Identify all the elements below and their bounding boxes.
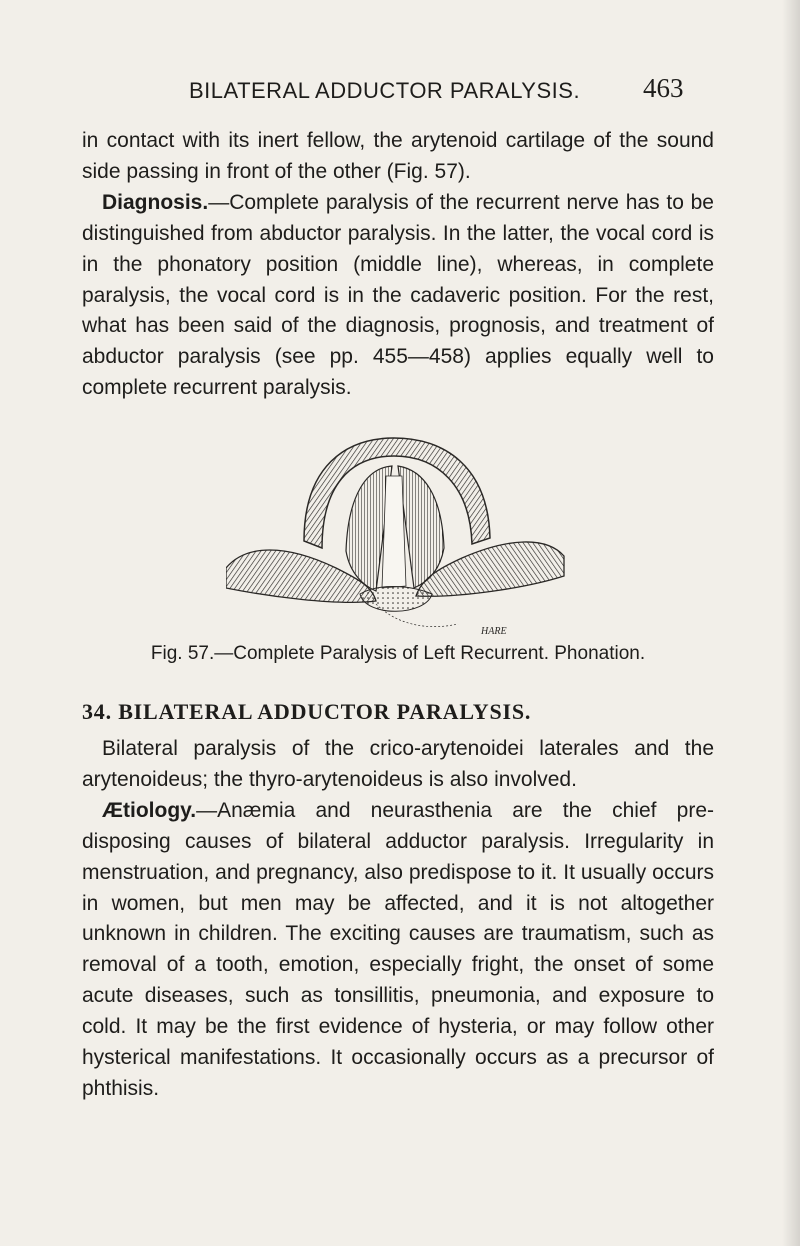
running-title: BILATERAL ADDUCTOR PARALYSIS. [189,78,581,103]
laryngoscopic-figure [226,426,576,636]
etiology-lead: Ætiology. [102,798,197,822]
continued-paragraph: in contact with its inert fellow, the arytenoid cartilage of the sound side passing in front of the other (Fig. 57). [82,129,714,183]
etiology-text: —Anæmia and neurasthenia are the chief pre-disposing causes of bilateral adductor paralysis. Irregularity in menstruation, and pregnancy, also predispose to it. It usually occurs in women, but men may be affected, and it is not altogether unknown in children. The exciting causes are traumatism, such as removal of a tooth, emotion, especially fright, the onset of some acute diseases, such as tonsillitis, pneumonia, and exposure to cold. It may be the first evidence of hysteria, or may follow other hysterical manifestations. It occasionally occurs as a precursor of phthisis. [82,798,714,1100]
definition-paragraph: Bilateral paralysis of the crico-arytenoidei laterales and the arytenoideus; the thyro-arytenoideus is also involved. [82,737,714,791]
etiology-paragraph [82,796,714,1105]
page-edge-shadow [782,0,800,1246]
arytenoid-region [360,587,432,612]
top-text-block [82,126,714,404]
figure-caption: Fig. 57.—Complete Paralysis of Left Recurrent. Phonation. [150,643,646,664]
diagnosis-text: —Complete paralysis of the recurrent nerve has to be distinguished from abductor paralysis. In the latter, the vocal cord is in the phonatory position (middle line), whereas, in complete paralysis, the vocal cord is in the cadaveric position. For the rest, what has been said of the diagnosis, prognosis, and treatment of abductor paralysis (see pp. 455—458) applies equally well to complete recurrent paralysis. [82,190,714,400]
page-number: 463 [643,73,684,103]
artist-signature: HARE [481,626,507,636]
larynx-illustration [226,426,576,636]
section-heading: 34. BILATERAL ADDUCTOR PARALYSIS. [82,699,532,724]
diagnosis-paragraph [82,188,714,404]
diagnosis-lead: Diagnosis. [102,190,209,214]
main-text-block [82,734,714,1105]
glottis-shape [382,476,406,588]
page-header [80,72,720,112]
